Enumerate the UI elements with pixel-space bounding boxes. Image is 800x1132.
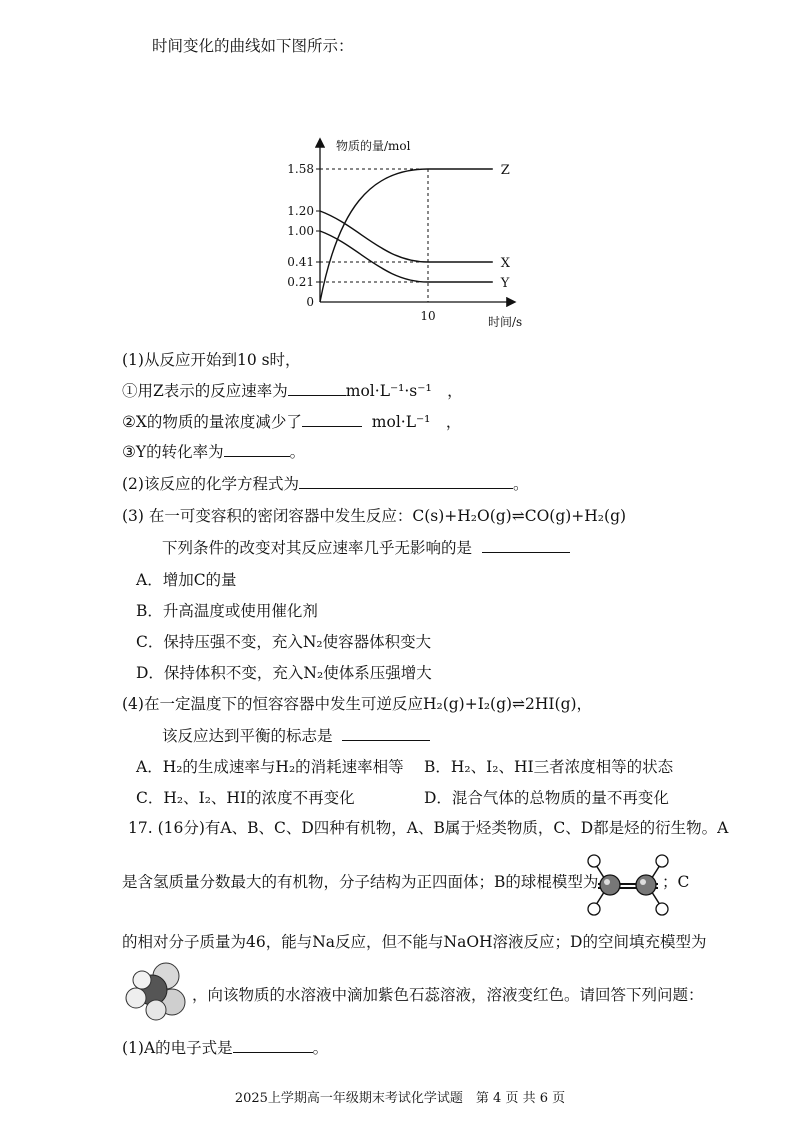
q2-text: (2)该反应的化学方程式为 bbox=[122, 475, 299, 493]
series-line-X bbox=[320, 211, 493, 262]
q1-c bbox=[122, 442, 305, 462]
q3-ask-text: 下列条件的改变对其反应速率几乎无影响的是 bbox=[162, 539, 473, 557]
y-tick-label: 1.20 bbox=[287, 204, 314, 218]
intro-text: 时间变化的曲线如下图所示： bbox=[152, 37, 354, 55]
q17-line-2-end: ；C bbox=[662, 873, 690, 891]
y-tick-label: 1.00 bbox=[287, 224, 314, 238]
q1-b-text: ②X的物质的量浓度减少了 bbox=[122, 413, 302, 431]
q3-option-d[interactable]: D．保持体积不变，充入N₂使体系压强增大 bbox=[136, 664, 432, 682]
q17-line-1: 17. (16分)有A、B、C、D四种有机物，A、B属于烃类物质，C、D都是烃的衍生物。A bbox=[128, 819, 729, 837]
series-label-X: X bbox=[500, 256, 511, 271]
q17-line-3: 的相对分子质量为46，能与Na反应，但不能与NaOH溶液反应；D的空间填充模型为 bbox=[122, 933, 707, 951]
amount-time-chart bbox=[0, 120, 800, 460]
q1-b-unit: mol·L⁻¹ ， bbox=[371, 413, 462, 431]
q1-c-text: ③Y的转化率为 bbox=[122, 443, 224, 461]
q4-blank[interactable] bbox=[342, 726, 430, 741]
q4-stem: (4)在一定温度下的恒容容器中发生可逆反应H₂(g)+I₂(g)⇌2HI(g)， bbox=[122, 695, 593, 713]
q1-a-unit: mol·L⁻¹·s⁻¹ ， bbox=[345, 382, 463, 400]
y-axis-label: 物质的量/mol bbox=[336, 139, 411, 153]
q3-ask bbox=[162, 538, 570, 558]
q4-ask bbox=[162, 726, 430, 746]
series-label-Y: Y bbox=[500, 276, 510, 291]
y-tick-label: 1.58 bbox=[287, 162, 314, 176]
q3-stem: (3) 在一可变容积的密闭容器中发生反应：C(s)+H₂O(g)⇌CO(g)+H₂(g) bbox=[122, 507, 627, 525]
q4-option-d[interactable]: D．混合气体的总物质的量不再变化 bbox=[424, 789, 669, 807]
q1-c-blank[interactable] bbox=[224, 442, 290, 457]
series-label-Z: Z bbox=[500, 163, 510, 178]
y-tick-label: 0.21 bbox=[287, 275, 314, 289]
page-footer: 2025上学期高一年级期末考试化学试题 第 4 页 共 6 页 bbox=[234, 1091, 566, 1106]
q1-a-blank[interactable] bbox=[288, 381, 346, 396]
q1-a-text: ①用Z表示的反应速率为 bbox=[122, 382, 288, 400]
q17-part-1-blank[interactable] bbox=[233, 1038, 313, 1053]
q2-post: 。 bbox=[512, 475, 529, 493]
q1-b-blank[interactable] bbox=[302, 412, 362, 427]
q17-line-2-text: 是含氢质量分数最大的有机物，分子结构为正四面体；B的球棍模型为 bbox=[122, 873, 599, 891]
q1-c-post: 。 bbox=[289, 443, 306, 461]
q17-line-4: ，向该物质的水溶液中滴加紫色石蕊溶液，溶液变红色。请回答下列问题： bbox=[192, 986, 704, 1004]
q2-blank[interactable] bbox=[299, 474, 513, 489]
q3-option-b[interactable]: B．升高温度或使用催化剂 bbox=[136, 602, 318, 620]
y-tick-label: 0 bbox=[306, 295, 314, 309]
q3-option-c[interactable]: C．保持压强不变，充入N₂使容器体积变大 bbox=[136, 633, 432, 651]
y-tick-label: 0.41 bbox=[287, 255, 314, 269]
x-tick-label: 10 bbox=[420, 309, 436, 323]
q17-line-2 bbox=[122, 872, 598, 892]
q17-part-1 bbox=[122, 1038, 328, 1058]
q17-part-1-text: (1)A的电子式是 bbox=[122, 1039, 233, 1057]
q3-option-a[interactable]: A．增加C的量 bbox=[136, 571, 237, 589]
q4-ask-text: 该反应达到平衡的标志是 bbox=[162, 727, 333, 745]
series-line-Y bbox=[320, 231, 493, 282]
q4-option-b[interactable]: B．H₂、I₂、HI三者浓度相等的状态 bbox=[424, 758, 674, 776]
space-filling-model-icon bbox=[122, 960, 192, 1024]
q1-b bbox=[122, 412, 461, 432]
q1-a bbox=[122, 381, 463, 401]
q17-part-1-post: 。 bbox=[312, 1039, 329, 1057]
q2 bbox=[122, 474, 528, 494]
q4-option-a[interactable]: A．H₂的生成速率与H₂的消耗速率相等 bbox=[136, 758, 404, 776]
x-axis-label: 时间/s bbox=[488, 315, 523, 329]
q3-blank[interactable] bbox=[482, 538, 570, 553]
q4-option-c[interactable]: C．H₂、I₂、HI的浓度不再变化 bbox=[136, 789, 355, 807]
q1-head: (1)从反应开始到10 s时， bbox=[122, 351, 301, 369]
